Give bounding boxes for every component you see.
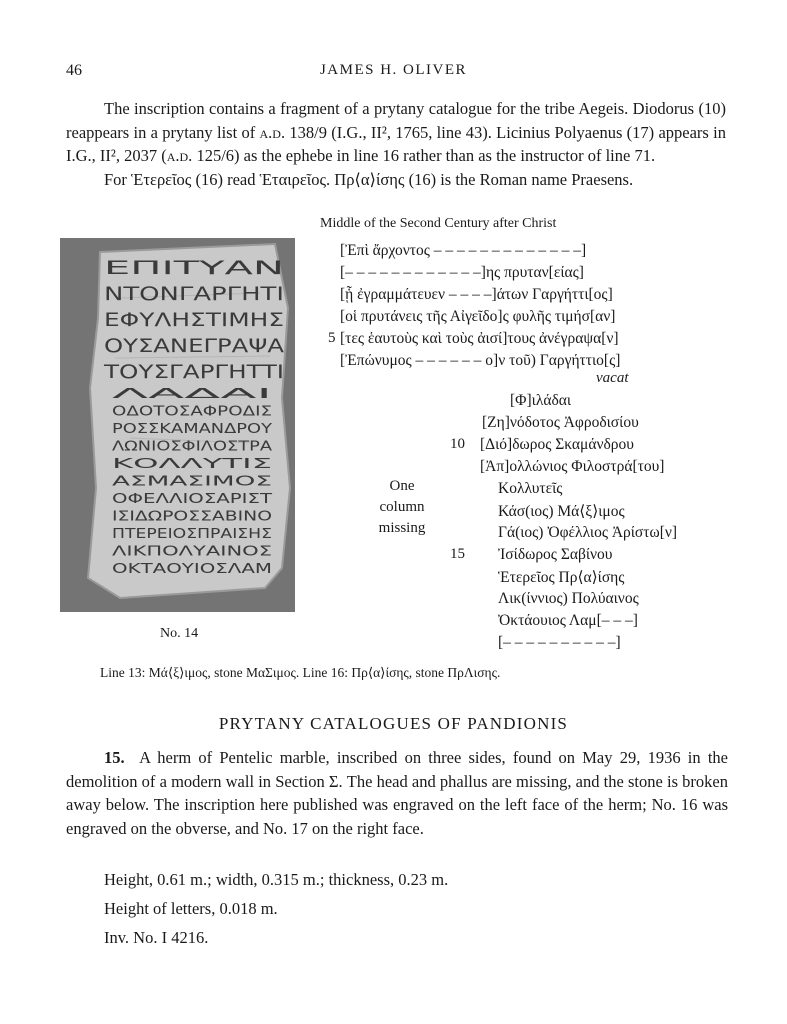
epigraph-line: [– – – – – – – – – – – –]ης πρυταν[είας] — [340, 264, 584, 281]
inventory-number: Inv. No. I 4216. — [104, 928, 209, 947]
epigraph-name: Κολλυτεῖς — [498, 480, 563, 497]
dimensions-line: Height, 0.61 m.; width, 0.315 m.; thickness, 0.23 m. — [104, 870, 449, 889]
vacat-label: vacat — [596, 370, 629, 386]
stone-inscription-line: ΟΦΕΛΛΙΟΣΑΡΙΣΤ — [112, 492, 273, 507]
stone-inscription-line: ΤΟΥΣΓΑΡΓΗΤΤΙ — [102, 361, 284, 383]
intro-paragraph-1: The inscription contains a fragment of a prytany catalogue for the tribe Aegeis. Diodorus (10) reappears in a prytany list of a.d. 138/9 (I.G., II², 1765, line 43). Licinius Polyaenus (17) appears in I.G., II², 2037 (a.d. 125/6) as the ephebe in line 16 rather than as the instructor of line 71. — [66, 99, 726, 165]
stone-inscription-line: ΕΠΙΤΥΑΝ — [104, 257, 284, 279]
stone-inscription-line: ΝΤΟΝΓΑΡΓΗΤΙ — [104, 283, 284, 305]
epigraph-name: Λικ(ίννιος) Πολύαινος — [498, 590, 639, 607]
inscription-photo — [60, 238, 295, 612]
stone-inscription-line: ΚΟΛΛΥΤΙΣ — [112, 457, 272, 472]
stone-inscription-line: ΛΩΝΙΟΣΦΙΛΟΣΤΡΑ — [112, 439, 273, 455]
epigraph-name: [Φ]ιλάδαι — [510, 392, 572, 409]
epigraph-name: Κάσ(ιος) Μά⟨ξ⟩ιμος — [498, 503, 625, 520]
line-number: 10 — [450, 436, 465, 452]
stone-inscription-line: ΛΙΚΠΟΛΥΑΙΝΟΣ — [112, 544, 272, 560]
epigraph-line: [τες ἑαυτοὺς καὶ τοὺς ἀισί]τους ἀνέγραψα[ν] — [340, 330, 619, 347]
stone-inscription-line: ΛΑΔΑΙ — [112, 387, 272, 402]
letter-height-line: Height of letters, 0.018 m. — [104, 899, 278, 918]
stone-inscription-line: ΑΣΜΑΣΙΜΟΣ — [112, 474, 272, 490]
stone-inscription-line: ΟΔΟΤΟΣΑΦΡΟΔΙΣ — [112, 404, 272, 420]
stone-inscription-line: ΙΣΙΔΩΡΟΣΣΑΒΙΝΟ — [112, 509, 272, 525]
period-heading: Middle of the Second Century after Christ — [320, 216, 557, 231]
stone-inscription-line: ΕΦΥΛΗΣΤΙΜΗΣ — [104, 309, 284, 331]
page-number: 46 — [66, 62, 82, 79]
epigraph-name: Γά(ιος) Ὀφέλλιος Ἀρίστω[ν] — [498, 524, 678, 541]
line-number: 5 — [328, 330, 336, 346]
stone-inscription-line: ΠΤΕΡΕΙΟΣΠΡΑΙΣΗΣ — [112, 527, 272, 542]
stone-inscription-line: ΡΟΣΣΚΑΜΑΝΔΡΟΥ — [112, 422, 273, 437]
intro-text — [66, 97, 726, 191]
epigraph-line: [ᾗ ἐγραμμάτευεν – – – –]άτων Γαργήττι[ος] — [340, 286, 613, 303]
stone-inscription-line: ΟΚΤΑΟΥΙΟΣΛΑΜ — [112, 562, 272, 577]
epigraph-name: [Ἀπ]ολλώνιος Φιλοστρά[του] — [480, 458, 665, 475]
epigraph-name: [– – – – – – – – – –] — [498, 634, 621, 651]
section-heading: PRYTANY CATALOGUES OF PANDIONIS — [218, 714, 569, 733]
entry-15-description: 15. A herm of Pentelic marble, inscribed on three sides, found on May 29, 1936 in the demolition of a modern wall in Section Σ. The head and phallus are missing, and the stone is broken away below. The inscription here published was engraved on the left face of the herm; No. 16 was engraved on the obverse, and No. 17 on the right face. — [66, 748, 728, 838]
line-number: 15 — [450, 546, 465, 562]
running-head: JAMES H. OLIVER — [319, 62, 468, 78]
epigraph-name: [Ζη]νόδοτος Ἀφροδισίου — [482, 414, 639, 431]
stone-fragment-image — [60, 238, 295, 612]
stone-inscription-line: ΟΥΣΑΝΕΓΡΑΨΑ — [104, 335, 284, 357]
missing-column-note: One column missing — [378, 478, 426, 536]
photo-caption: No. 14 — [160, 626, 199, 641]
epigraph-line: [Ἐπώνυμος – – – – – – ο]ν τοῦ) Γαργήττιο[ς] — [340, 352, 621, 369]
epigraph-name: Ἰσίδωρος Σαβίνου — [498, 546, 613, 563]
epigraph-line: [Ἐπὶ ἄρχοντος – – – – – – – – – – – – –] — [340, 242, 587, 259]
intro-paragraph-2: For Ἑτερεῖος (16) read Ἑταιρεῖος. Πρ⟨α⟩ίσης (16) is the Roman name Praesens. — [104, 169, 634, 189]
critical-notes: Line 13: Μά⟨ξ⟩ιμος, stone ΜαΣιμος. Line 16: Πρ⟨α⟩ίσης, stone ΠρΛισης. — [100, 665, 501, 680]
epigraph-name: [Διό]δωρος Σκαμάνδρου — [480, 436, 634, 453]
epigraph-name: Ὀκτάουιος Λαμ[– – –] — [498, 612, 638, 629]
epigraph-line: [οἱ πρυτάνεις τῆς Αἰγεῖδο]ς φυλῆς τιμήσ[αν] — [340, 308, 616, 325]
entry-number: 15. — [104, 748, 125, 767]
epigraph-name: Ἑτερεῖος Πρ⟨α⟩ίσης — [498, 569, 625, 586]
